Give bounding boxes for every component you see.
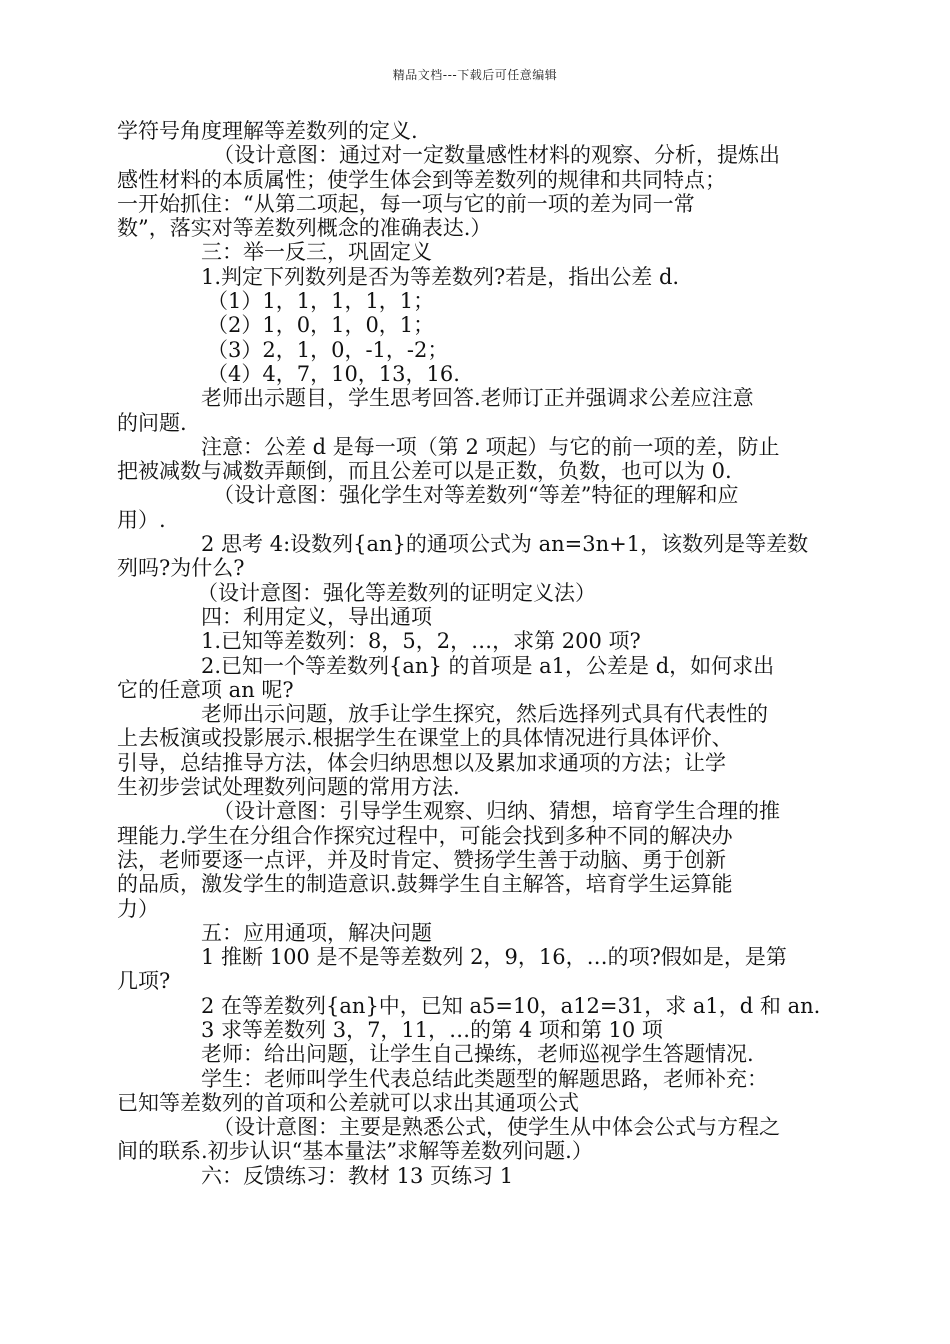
text-line: 一开始抓住：“从第二项起，每一项与它的前一项的差为同一常 — [117, 191, 695, 216]
text-line: 2 思考 4:设数列{an}的通项公式为 an=3n+1，该数列是等差数 — [201, 532, 809, 557]
text-line: （2）1，0，1，0，1； — [207, 313, 435, 338]
text-line: （1）1，1，1，1，1； — [207, 289, 435, 314]
text-line: 把被减数与减数弄颠倒，而且公差可以是正数，负数，也可以为 0. — [117, 459, 732, 484]
text-line: 老师出示问题，放手让学生探究，然后选择列式具有代表性的 — [201, 702, 768, 727]
text-line: 法，老师要逐一点评，并及时肯定、赞扬学生善于动脑、勇于创新 — [117, 847, 726, 872]
text-line: （设计意图：通过对一定数量感性材料的观察、分析，提炼出 — [213, 143, 780, 168]
text-line: 已知等差数列的首项和公差就可以求出其通项公式 — [117, 1090, 579, 1115]
page-header: 精品文档---下载后可任意编辑 — [392, 68, 558, 82]
text-line: （设计意图：引导学生观察、归纳、猜想，培育学生合理的推 — [213, 799, 780, 824]
text-line: 的品质，激发学生的制造意识.鼓舞学生自主解答，培育学生运算能 — [117, 872, 733, 897]
text-line: 三：举一反三，巩固定义 — [201, 240, 432, 265]
text-line: 1 推断 100 是不是等差数列 2，9，16，…的项?假如是，是第 — [201, 945, 787, 970]
text-line: 数”，落实对等差数列概念的准确表达.） — [117, 216, 492, 241]
text-line: （3）2，1，0，-1，-2； — [207, 337, 449, 362]
document-body — [117, 119, 821, 1188]
text-line: 学生：老师叫学生代表总结此类题型的解题思路，老师补充： — [201, 1066, 768, 1091]
text-line: （设计意图：主要是熟悉公式，使学生从中体会公式与方程之 — [213, 1115, 780, 1140]
text-line: 列吗?为什么? — [117, 556, 245, 581]
text-line: （4）4，7，10，13，16. — [207, 361, 460, 386]
text-line: 老师出示题目，学生思考回答.老师订正并强调求公差应注意 — [201, 386, 754, 411]
text-line: 五：应用通项，解决问题 — [201, 920, 432, 945]
text-line: 理能力.学生在分组合作探究过程中，可能会找到多种不同的解决办 — [117, 823, 733, 848]
text-line: 1.判定下列数列是否为等差数列?若是，指出公差 d. — [201, 264, 680, 289]
text-line: 用）. — [117, 507, 166, 532]
text-line: 2.已知一个等差数列{an} 的首项是 a1，公差是 d，如何求出 — [201, 653, 775, 678]
text-line: 几项? — [117, 969, 171, 994]
text-line: 1.已知等差数列：8，5，2，…，求第 200 项? — [201, 629, 641, 654]
text-line: （设计意图：强化等差数列的证明定义法） — [197, 580, 596, 605]
text-line: 间的联系.初步认识“基本量法”求解等差数列问题.） — [117, 1139, 593, 1164]
text-line: （设计意图：强化学生对等差数列“等差”特征的理解和应 — [213, 483, 739, 508]
text-line: 引导，总结推导方法，体会归纳思想以及累加求通项的方法；让学 — [117, 750, 726, 775]
text-line: 上去板演或投影展示.根据学生在课堂上的具体情况进行具体评价、 — [117, 726, 733, 751]
text-line: 四：利用定义，导出通项 — [201, 604, 432, 629]
text-line: 它的任意项 an 呢? — [117, 677, 294, 702]
text-line: 3 求等差数列 3，7，11，…的第 4 项和第 10 项 — [201, 1017, 663, 1042]
text-line: 注意：公差 d 是每一项（第 2 项起）与它的前一项的差，防止 — [201, 434, 780, 459]
text-line: 生初步尝试处理数列问题的常用方法. — [117, 775, 460, 800]
text-line: 老师：给出问题，让学生自己操练，老师巡视学生答题情况. — [201, 1042, 754, 1067]
text-line: 六：反馈练习：教材 13 页练习 1 — [201, 1163, 514, 1188]
text-line: 2 在等差数列{an}中，已知 a5=10，a12=31，求 a1，d 和 an. — [201, 993, 821, 1018]
text-line: 感性材料的本质属性；使学生体会到等差数列的规律和共同特点； — [117, 167, 726, 192]
text-line: 的问题. — [117, 410, 187, 435]
text-line: 学符号角度理解等差数列的定义. — [117, 119, 418, 143]
text-line: 力） — [117, 896, 159, 921]
